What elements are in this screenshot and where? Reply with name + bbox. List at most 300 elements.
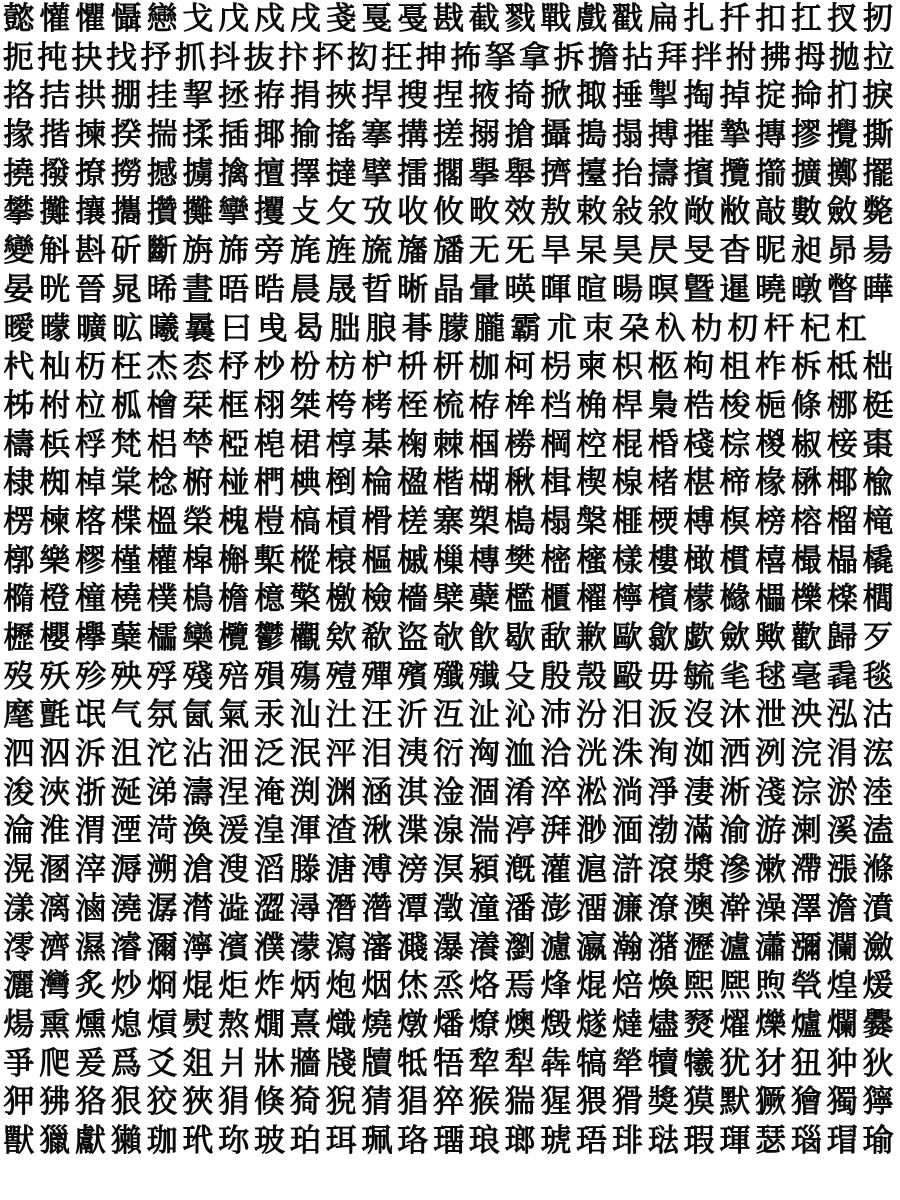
glyph: 蘖 [110,620,142,656]
glyph: 狢 [74,1084,106,1121]
glyph: 楸 [504,465,536,502]
glyph: 澣 [719,890,751,927]
glyph: 珥 [325,1122,357,1159]
glyph: 朸 [691,310,723,347]
glyph: 瀰 [790,929,822,966]
glyph: 榲 [146,503,178,540]
glyph: 棯 [146,465,178,502]
glyph: 旛 [397,233,429,270]
glyph: 椨 [182,465,214,502]
glyph: 瑁 [826,1122,858,1159]
glyph: 熏 [39,1006,71,1043]
glyph: 摧 [683,117,715,154]
glyph: 抃 [278,39,310,76]
glyph-row [0,1122,895,1161]
glyph: 獺 [110,1122,142,1159]
glyph: 暈 [468,271,500,308]
glyph: 插 [218,117,250,154]
glyph: 擺 [862,155,894,192]
glyph: 浤 [862,736,894,773]
glyph: 氣 [218,697,250,734]
glyph: 櫺 [146,620,178,656]
glyph: 枡 [397,349,429,386]
glyph: 狃 [790,1045,822,1082]
glyph-row [0,1045,895,1084]
glyph: 欖 [218,620,250,656]
glyph-row [0,929,895,968]
glyph: 挾 [325,78,357,115]
glyph: 抬 [611,155,643,192]
glyph: 澂 [432,890,464,927]
glyph: 游 [755,813,787,850]
glyph: 攤 [39,194,71,231]
glyph: 掵 [790,78,822,115]
glyph-row [0,774,895,813]
glyph: 扎 [683,1,715,37]
glyph: 焜 [576,968,608,1005]
glyph: 狷 [218,1084,250,1121]
glyph: 歙 [647,620,679,656]
glyph: 棍 [611,426,643,463]
glyph: 歹 [862,620,894,656]
glyph: 棠 [110,465,142,502]
glyph: 撩 [74,155,106,192]
glyph: 朞 [401,310,433,347]
glyph: 爲 [110,1045,142,1082]
glyph: 獪 [790,1084,822,1121]
glyph: 滌 [862,852,894,889]
glyph: 檮 [3,426,35,463]
glyph: 樂 [39,542,71,579]
glyph: 攫 [253,194,285,231]
glyph: 殷 [540,658,572,695]
glyph: 棘 [432,426,464,463]
glyph: 旄 [289,233,321,270]
glyph: 歡 [790,620,822,656]
glyph: 瀛 [576,929,608,966]
glyph: 攪 [826,117,858,154]
glyph: 淒 [683,774,715,811]
glyph: 楹 [397,465,429,502]
glyph: 琲 [611,1122,643,1159]
glyph-row [0,503,895,542]
glyph: 汾 [576,697,608,734]
glyph: 攷 [361,194,393,231]
glyph: 攵 [325,194,357,231]
glyph: 扪 [826,78,858,115]
glyph: 枷 [468,349,500,386]
glyph: 倏 [253,1084,285,1121]
glyph: 旌 [325,233,357,270]
glyph: 獻 [74,1122,106,1159]
glyph: 濟 [39,929,71,966]
glyph: 玻 [253,1122,285,1159]
glyph: 毳 [826,658,858,695]
glyph: 杰 [146,349,178,386]
glyph: 牋 [325,1045,357,1082]
glyph: 柧 [110,387,142,424]
glyph: 暉 [540,271,572,308]
glyph: 杲 [576,233,608,270]
glyph: 洽 [540,736,572,773]
glyph: 泅 [39,736,71,773]
glyph: 椒 [790,426,822,463]
glyph: 漿 [683,852,715,889]
glyph: 拿 [519,39,551,76]
glyph: 潯 [289,890,321,927]
glyph: 殯 [397,658,429,695]
glyph: 泪 [361,736,393,773]
glyph: 棣 [3,465,35,502]
glyph: 犹 [719,1045,751,1082]
glyph: 挂 [146,78,178,115]
glyph: 榿 [253,503,285,540]
glyph: 殱 [468,658,500,695]
glyph: 淕 [862,774,894,811]
glyph: 變 [3,233,35,270]
glyph: 晏 [3,271,35,308]
glyph: 橸 [826,542,858,579]
glyph: 搗 [576,117,608,154]
glyph: 瀟 [755,929,787,966]
glyph: 柬 [576,349,608,386]
glyph: 灌 [540,852,572,889]
glyph: 朮 [546,310,578,347]
glyph: 浣 [790,736,822,773]
glyph: 攝 [540,117,572,154]
glyph: 楫 [540,465,572,502]
glyph: 棡 [540,426,572,463]
glyph: 懿 [3,1,35,37]
glyph: 梟 [647,387,679,424]
glyph: 潁 [468,852,500,889]
glyph: 收 [397,194,429,231]
glyph: 猩 [540,1084,572,1121]
glyph: 擴 [790,155,822,192]
glyph-row [0,967,895,1006]
glyph: 楾 [611,465,643,502]
glyph: 拏 [484,39,516,76]
glyph: 捩 [862,78,894,115]
glyph: 犒 [576,1045,608,1082]
glyph: 桎 [397,387,429,424]
glyph: 榾 [361,503,393,540]
glyph: 灣 [39,968,71,1005]
glyph: 沂 [397,697,429,734]
glyph: 殤 [289,658,321,695]
glyph: 瀁 [468,929,500,966]
glyph: 洌 [755,736,787,773]
glyph: 槎 [397,503,429,540]
glyph: 擔 [587,39,619,76]
glyph: 椽 [755,465,787,502]
glyph: 犧 [683,1045,715,1082]
glyph: 溂 [790,813,822,850]
glyph: 殪 [325,658,357,695]
glyph: 椣 [289,465,321,502]
glyph: 搦 [468,117,500,154]
glyph: 拆 [553,39,585,76]
glyph: 杆 [763,310,795,347]
glyph: 柎 [39,387,71,424]
glyph: 渭 [74,813,106,850]
glyph: 炸 [253,968,285,1005]
glyph: 椄 [826,426,858,463]
glyph: 槁 [289,503,321,540]
glyph: 寨 [432,503,464,540]
glyph: 檪 [826,581,858,618]
glyph: 滸 [611,852,643,889]
glyph: 櫑 [755,581,787,618]
glyph: 燧 [576,1006,608,1043]
glyph: 搆 [397,117,429,154]
glyph: 椌 [576,426,608,463]
glyph: 楝 [39,503,71,540]
glyph: 旙 [432,233,464,270]
glyph: 椏 [218,426,250,463]
glyph: 燒 [361,1006,393,1043]
glyph: 戔 [325,1,357,37]
glyph: 烽 [540,968,572,1005]
glyph: 歔 [683,620,715,656]
glyph: 晞 [146,271,178,308]
glyph: 樒 [540,542,572,579]
glyph: 槃 [576,503,608,540]
glyph: 潘 [504,890,536,927]
glyph: 曁 [683,271,715,308]
glyph: 扛 [790,1,822,37]
glyph: 浙 [74,774,106,811]
glyph: 潺 [146,890,178,927]
glyph: 掀 [540,78,572,115]
glyph: 柹 [3,387,35,424]
glyph: 梛 [826,387,858,424]
glyph: 溘 [862,813,894,850]
glyph: 捏 [432,78,464,115]
glyph: 擄 [182,155,214,192]
glyph: 獗 [755,1084,787,1121]
glyph: 攢 [146,194,178,231]
glyph: 杪 [253,349,285,386]
glyph: 淙 [790,774,822,811]
glyph: 渺 [576,813,608,850]
glyph: 蘗 [468,581,500,618]
glyph: 斃 [862,194,894,231]
glyph: 椪 [218,465,250,502]
glyph: 燉 [397,1006,429,1043]
glyph: 抉 [71,39,103,76]
glyph: 曷 [293,310,325,347]
glyph: 猝 [432,1084,464,1121]
glyph: 扽 [37,39,69,76]
glyph: 拉 [863,39,895,76]
glyph: 榧 [611,503,643,540]
glyph: 擇 [289,155,321,192]
glyph: 杣 [39,349,71,386]
glyph: 檄 [325,581,357,618]
glyph: 璢 [432,1122,464,1159]
glyph: 槝 [504,503,536,540]
glyph: 洫 [504,736,536,773]
glyph: 衍 [432,736,464,773]
glyph: 拱 [74,78,106,115]
glyph-row [0,735,895,774]
glyph: 漑 [504,852,536,889]
glyph: 樸 [146,581,178,618]
glyph: 擠 [540,155,572,192]
glyph: 樌 [719,542,751,579]
glyph: 歛 [719,620,751,656]
glyph: 殼 [576,658,608,695]
glyph: 數 [790,194,822,231]
glyph: 栫 [468,387,500,424]
glyph: 杠 [835,310,867,347]
glyph: 權 [146,542,178,579]
glyph: 晤 [218,271,250,308]
glyph: 潛 [325,890,357,927]
glyph: 濔 [146,929,178,966]
glyph: 灑 [3,968,35,1005]
glyph: 淤 [826,774,858,811]
glyph: 樔 [432,542,464,579]
glyph: 戡 [432,1,464,37]
glyph: 槞 [862,503,894,540]
glyph: 檗 [432,581,464,618]
glyph: 渫 [397,813,429,850]
glyph: 爼 [182,1045,214,1082]
glyph: 攸 [432,194,464,231]
glyph: 爬 [39,1045,71,1082]
glyph: 戍 [253,1,285,37]
glyph: 澀 [253,890,285,927]
glyph: 沺 [218,736,250,773]
glyph: 湲 [218,813,250,850]
glyph: 效 [504,194,536,231]
glyph: 檣 [397,581,429,618]
glyph: 沚 [468,697,500,734]
glyph: 淞 [576,774,608,811]
glyph: 欸 [325,620,357,656]
glyph: 攬 [719,155,751,192]
glyph: 敖 [540,194,572,231]
glyph: 暹 [719,271,751,308]
glyph: 櫃 [540,581,572,618]
glyph: 渕 [289,774,321,811]
glyph: 濾 [540,929,572,966]
glyph: 澳 [683,890,715,927]
glyph: 槭 [397,542,429,579]
glyph: 旻 [683,233,715,270]
glyph: 枩 [182,349,214,386]
glyph: 瀾 [826,929,858,966]
glyph: 煬 [3,1006,35,1043]
glyph: 挈 [182,78,214,115]
glyph: 搶 [504,117,536,154]
glyph: 琥 [540,1122,572,1159]
glyph: 摯 [719,117,751,154]
glyph: 柝 [790,349,822,386]
glyph: 猗 [289,1084,321,1121]
glyph: 柯 [504,349,536,386]
glyph: 滓 [74,852,106,889]
glyph: 晨 [289,271,321,308]
glyph: 燠 [504,1006,536,1043]
glyph: 泙 [325,736,357,773]
glyph: 樛 [74,542,106,579]
glyph: 戲 [576,1,608,37]
glyph: 爐 [790,1006,822,1043]
glyph-row [0,39,895,78]
glyph: 殄 [74,658,106,695]
glyph: 抒 [140,39,172,76]
glyph: 炮 [325,968,357,1005]
glyph: 敘 [647,194,679,231]
glyph-row [0,116,895,155]
glyph: 掎 [504,78,536,115]
glyph: 玳 [182,1122,214,1159]
glyph: 爰 [74,1045,106,1082]
glyph: 瀏 [504,929,536,966]
glyph: 毯 [862,658,894,695]
glyph: 枅 [432,349,464,386]
glyph-row [0,193,895,232]
glyph: 潼 [468,890,500,927]
glyph: 梵 [110,426,142,463]
glyph: 椚 [253,465,285,502]
glyph: 棆 [361,465,393,502]
glyph: 曄 [862,271,894,308]
glyph: 揣 [146,117,178,154]
glyph: 攀 [3,194,35,231]
glyph: 殳 [504,658,536,695]
glyph: 棊 [361,426,393,463]
glyph: 旱 [540,233,572,270]
glyph: 熾 [325,1006,357,1043]
glyph: 氈 [39,697,71,734]
glyph: 抂 [381,39,413,76]
glyph: 洙 [611,736,643,773]
glyph: 瀉 [325,929,357,966]
glyph: 舉 [504,155,536,192]
glyph: 牾 [432,1045,464,1082]
glyph: 揀 [74,117,106,154]
glyph: 楔 [576,465,608,502]
glyph: 搜 [397,78,429,115]
glyph: 淮 [39,813,71,850]
glyph-row [0,1006,895,1045]
glyph: 杳 [719,233,751,270]
glyph: 氓 [74,697,106,734]
glyph: 曦 [148,310,180,347]
glyph: 抔 [312,39,344,76]
glyph: 渤 [647,813,679,850]
glyph: 獵 [39,1122,71,1159]
glyph: 濳 [361,890,393,927]
glyph: 濮 [253,929,285,966]
glyph: 戈 [182,1,214,37]
glyph: 殃 [110,658,142,695]
glyph: 曖 [3,310,35,347]
glyph: 爛 [826,1006,858,1043]
glyph: 无 [468,233,500,270]
glyph: 棧 [683,426,715,463]
glyph: 條 [790,387,822,424]
glyph: 毆 [611,658,643,695]
glyph: 霸 [510,310,542,347]
glyph: 槿 [110,542,142,579]
glyph: 曰 [220,310,252,347]
glyph: 犢 [647,1045,679,1082]
